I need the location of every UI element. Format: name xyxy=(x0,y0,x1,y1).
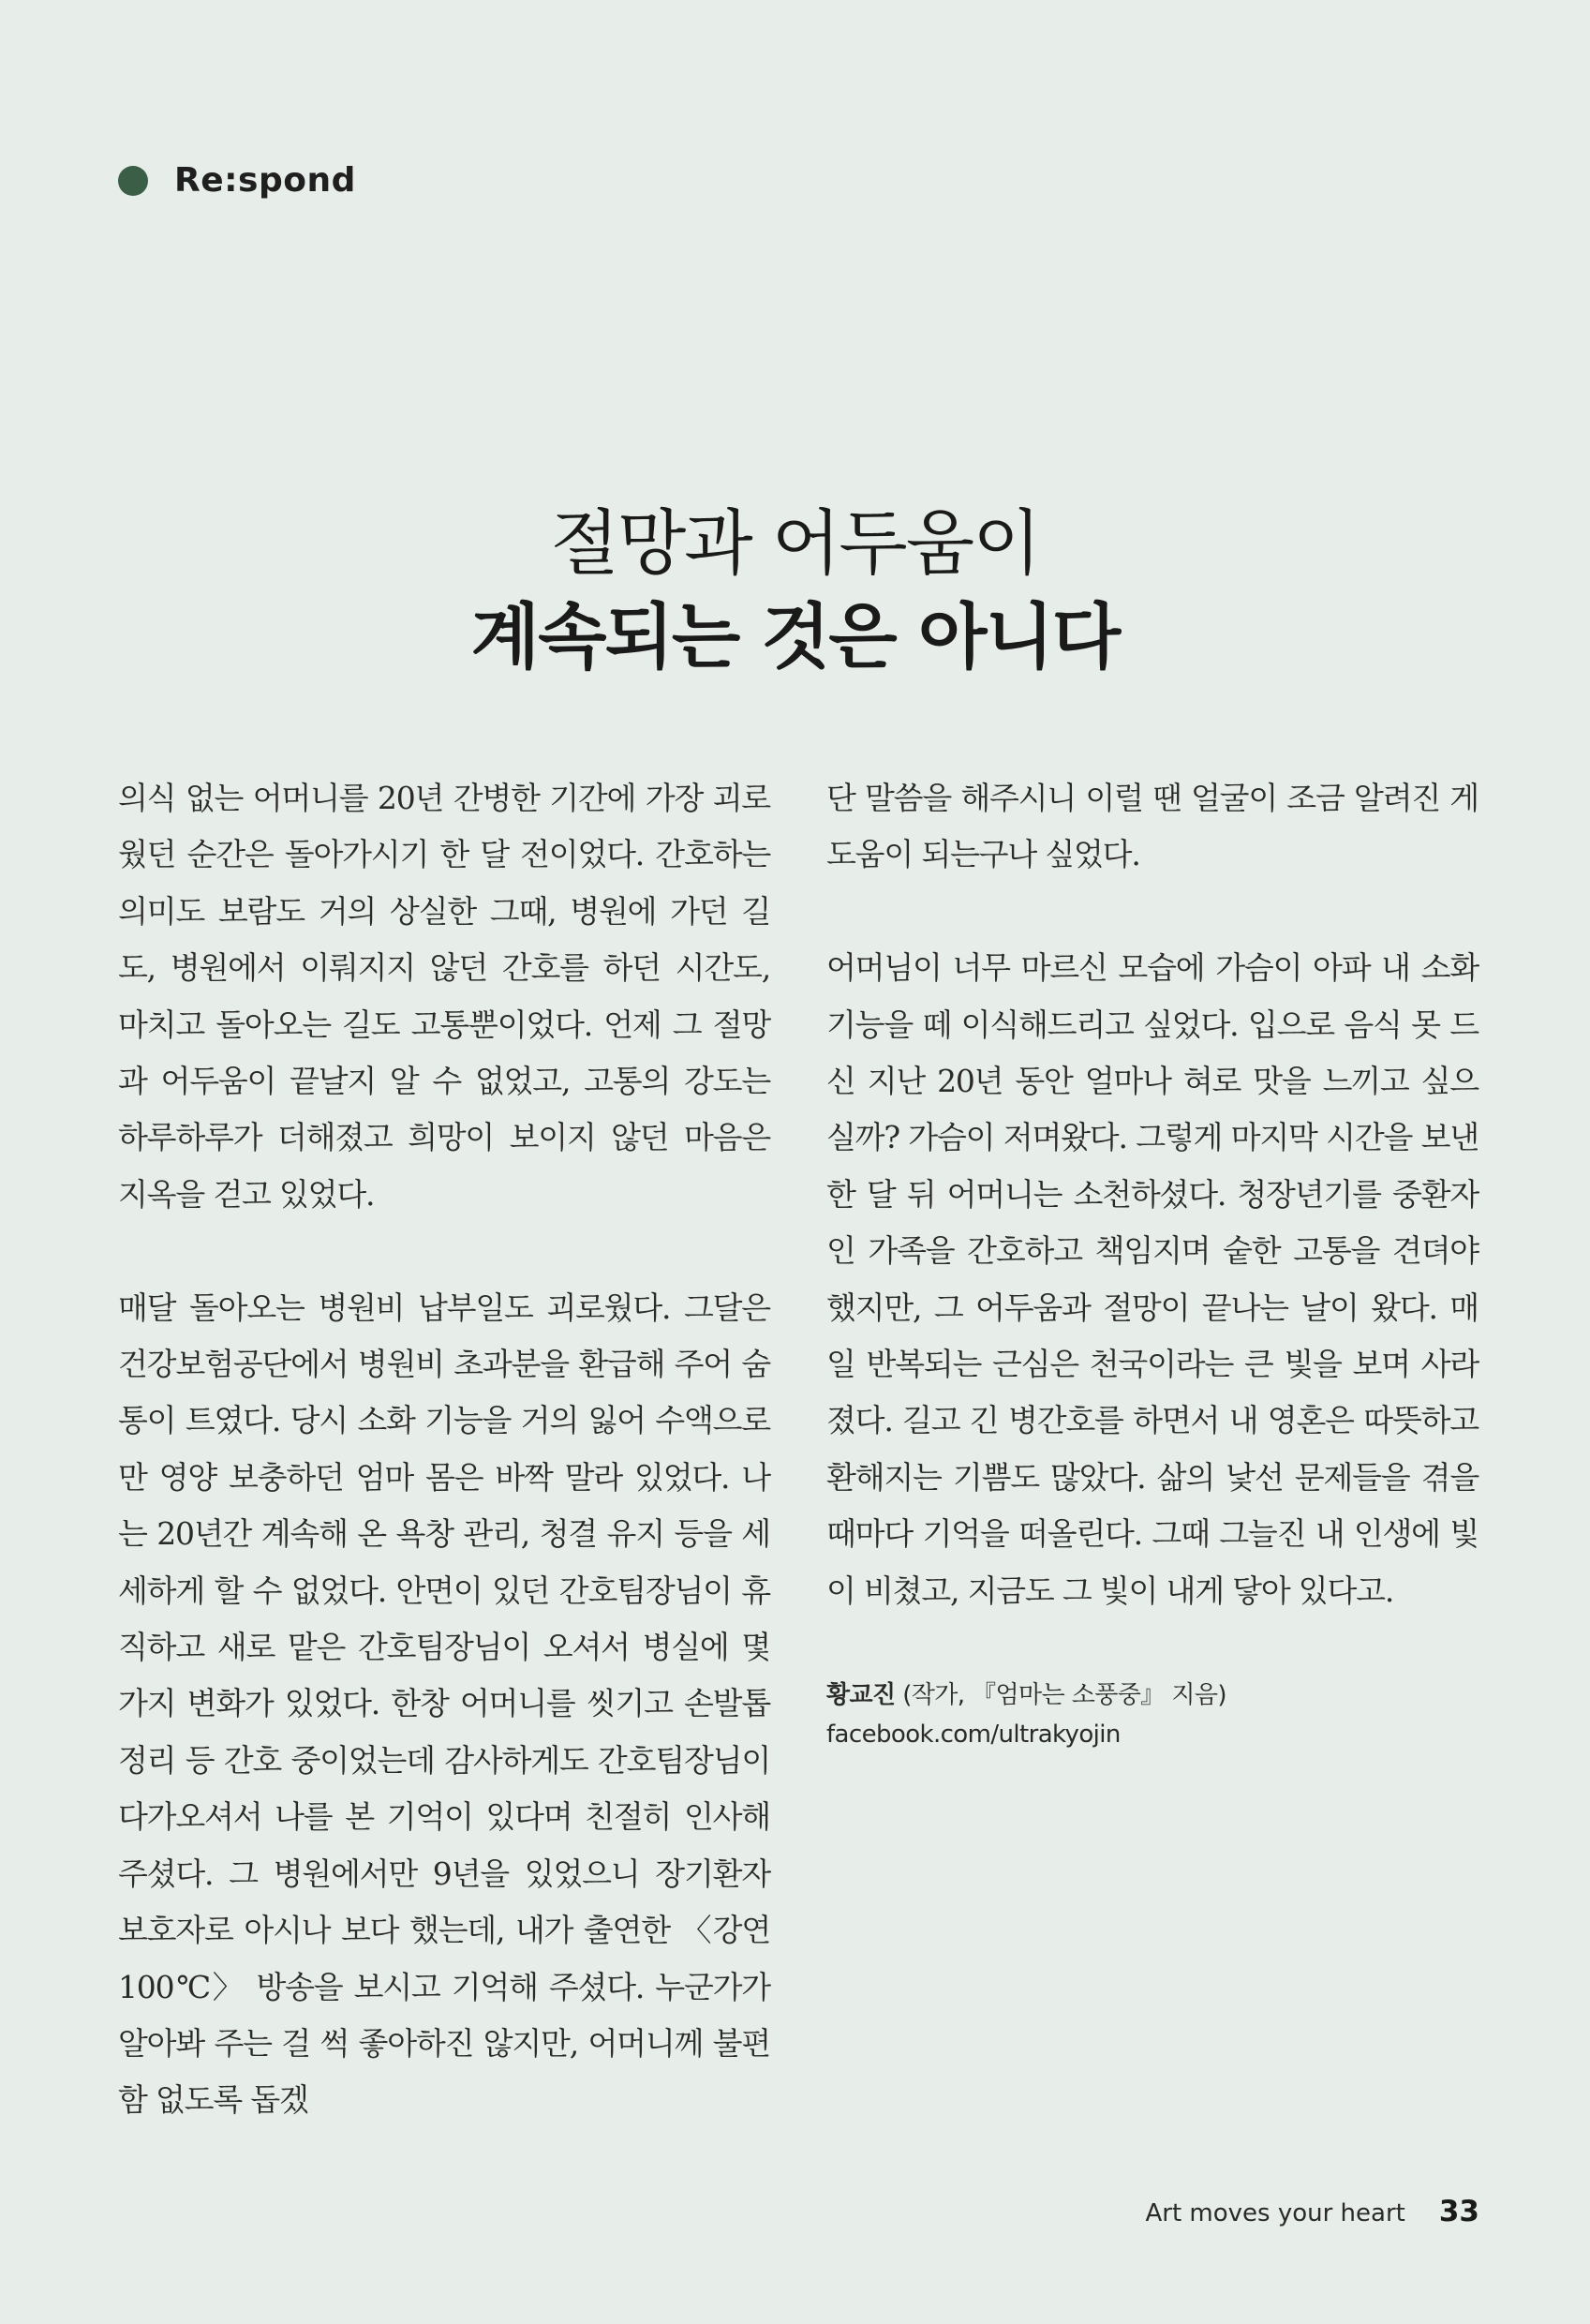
title-line-1: 절망과 어두움이 xyxy=(550,501,1040,585)
author-url: facebook.com/ultrakyojin xyxy=(826,1721,1121,1750)
author-credit: (작가, 『엄마는 소풍중』 지음) xyxy=(902,1681,1226,1710)
section-tag xyxy=(118,161,356,200)
section-dot-icon xyxy=(118,166,148,196)
article-title xyxy=(0,497,1590,684)
body-paragraph: 어머님이 너무 마르신 모습에 가슴이 아파 내 소화 기능을 떼 이식해드리고 싶었다. 입으로 음식 못 드신 지난 20년 동안 얼마나 혀로 맛을 느끼고 싶으실까? 가슴이 저며왔다. 그렇게 마지막 시간을 보낸 한 달 뒤 어머니는 소천하셨다. 청장년기를 중환자인 가족을 간호하고 책임지며 숱한 고통을 견뎌야 했지만, 그 어두움과 절망이 끝나는 날이 왔다. 매일 반복되는 근심은 천국이라는 큰 빛을 보며 사라졌다. 길고 긴 병간호를 하면서 내 영혼은 따뜻하고 환해지는 기쁨도 많았다. 삶의 낯선 문제들을 겪을 때마다 기억을 떠올린다. 그때 그늘진 내 인생에 빛이 비쳤고, 지금도 그 빛이 내게 닿아 있다고. xyxy=(826,949,1479,1609)
page-footer xyxy=(1145,2195,1479,2228)
author-block xyxy=(826,1676,1479,1754)
body-paragraph: 매달 돌아오는 병원비 납부일도 괴로웠다. 그달은 건강보험공단에서 병원비 초과분을 환급해 주어 숨통이 트였다. 당시 소화 기능을 거의 잃어 수액으로만 영양 보충하던 엄마 몸은 바짝 말라 있었다. 나는 20년간 계속해 온 욕창 관리, 청결 유지 등을 세세하게 할 수 없었다. 안면이 있던 간호팀장님이 휴직하고 새로 맡은 간호팀장님이 오셔서 병실에 몇 가지 변화가 있었다. 한창 어머니를 씻기고 손발톱 정리 등 간호 중이었는데 감사하게도 간호팀장님이 다가오셔서 나를 본 기억이 있다며 친절히 인사해 주셨다. 그 병원에서만 9년을 있었으니 장기환자 보호자로 아시나 보다 했는데, 내가 출연한 〈강연 100℃〉 방송을 보시고 기억해 주셨다. 누군가가 알아봐 주는 걸 썩 좋아하진 않지만, 어머니께 불편함 없도록 돕겠 xyxy=(118,1289,770,2119)
body-paragraph: 단 말씀을 해주시니 이럴 땐 얼굴이 조금 알려진 게 도움이 되는구나 싶었다. xyxy=(826,780,1479,873)
body-column-left xyxy=(118,770,770,2129)
body-column-right xyxy=(826,770,1479,1754)
author-byline xyxy=(826,1676,1479,1715)
body-paragraph: 의식 없는 어머니를 20년 간병한 기간에 가장 괴로웠던 순간은 돌아가시기 한 달 전이었다. 간호하는 의미도 보람도 거의 상실한 그때, 병원에 가던 길도, 병원에서 이뤄지지 않던 간호를 하던 시간도, 마치고 돌아오는 길도 고통뿐이었다. 언제 그 절망과 어두움이 끝날지 알 수 없었고, 고통의 강도는 하루하루가 더해졌고 희망이 보이지 않던 마음은 지옥을 걷고 있었다. xyxy=(118,780,770,1213)
footer-tagline: Art moves your heart xyxy=(1145,2199,1405,2227)
author-name: 황교진 xyxy=(826,1681,896,1710)
section-label: Re:spond xyxy=(174,161,356,200)
page-number: 33 xyxy=(1438,2195,1479,2228)
title-line-2: 계속되는 것은 아니다 xyxy=(470,595,1120,678)
